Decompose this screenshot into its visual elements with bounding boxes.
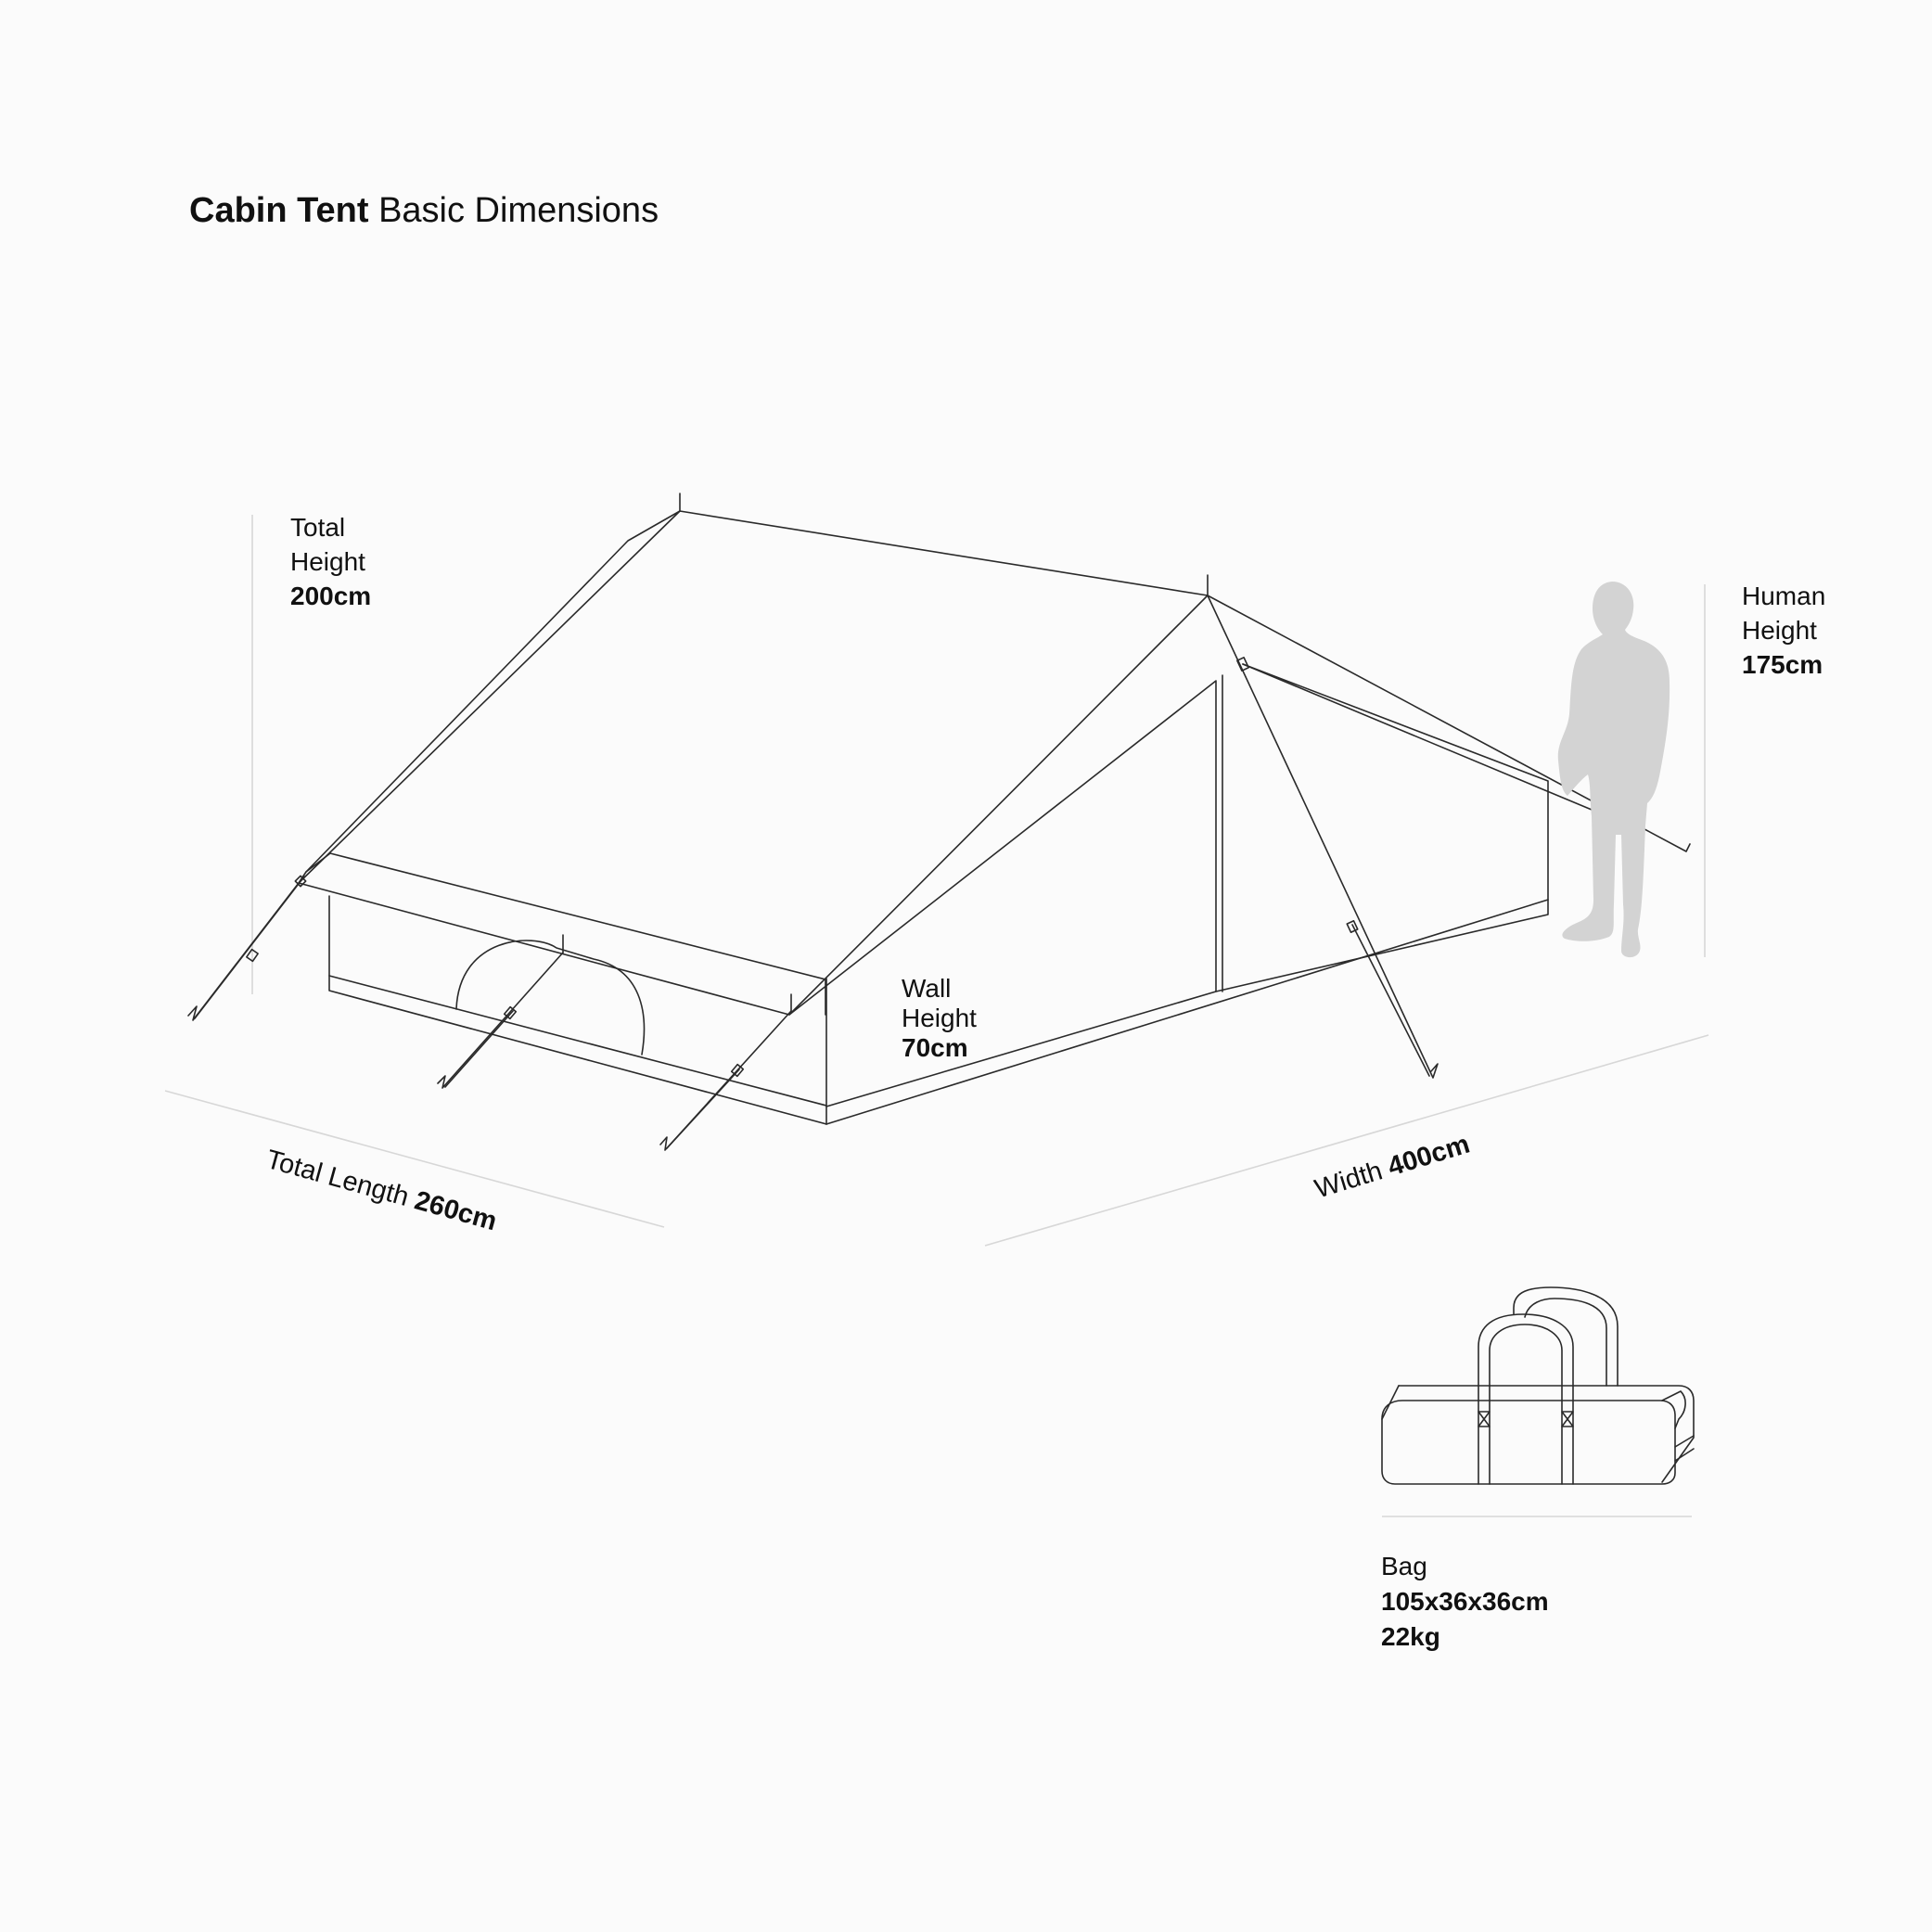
total-height-line2: Height [290, 547, 365, 576]
tent-door-arch [456, 940, 644, 1055]
width-value: 400cm [1384, 1129, 1474, 1183]
wall-height-label [902, 974, 977, 1063]
human-height-line2: Height [1742, 616, 1817, 645]
human-height-label [1742, 579, 1825, 682]
bag-size: 105x36x36cm [1381, 1587, 1549, 1616]
human-height-value: 175cm [1742, 650, 1823, 679]
tent-back-wall-base [329, 976, 826, 1106]
tent-roof-edge-front [299, 853, 825, 1015]
wall-height-line2: Height [902, 1004, 977, 1032]
total-length-value: 260cm [411, 1185, 501, 1237]
width-guide [985, 1035, 1708, 1246]
total-height-line1: Total [290, 513, 346, 542]
tent-front-gable [789, 681, 1216, 1015]
width-text: Width [1311, 1153, 1393, 1205]
total-height-value: 200cm [290, 582, 372, 610]
title-regular: Basic Dimensions [368, 191, 659, 230]
total-length-text: Total Length [262, 1145, 420, 1215]
human-height-line1: Human [1742, 582, 1826, 610]
page-title [189, 188, 659, 233]
bag-weight: 22kg [1381, 1622, 1440, 1651]
bag-title: Bag [1381, 1552, 1427, 1580]
bag-label [1381, 1549, 1549, 1655]
total-height-label [290, 510, 371, 613]
title-bold: Cabin Tent [189, 191, 369, 230]
tent-roof [299, 511, 1208, 1015]
guy-lines [188, 595, 1690, 1150]
wall-height-line1: Wall [902, 974, 952, 1003]
wall-height-value: 70cm [902, 1033, 968, 1062]
duffel-bag-icon [1382, 1287, 1694, 1484]
human-silhouette-icon [1558, 582, 1670, 957]
tent-back-wall [329, 896, 826, 1124]
